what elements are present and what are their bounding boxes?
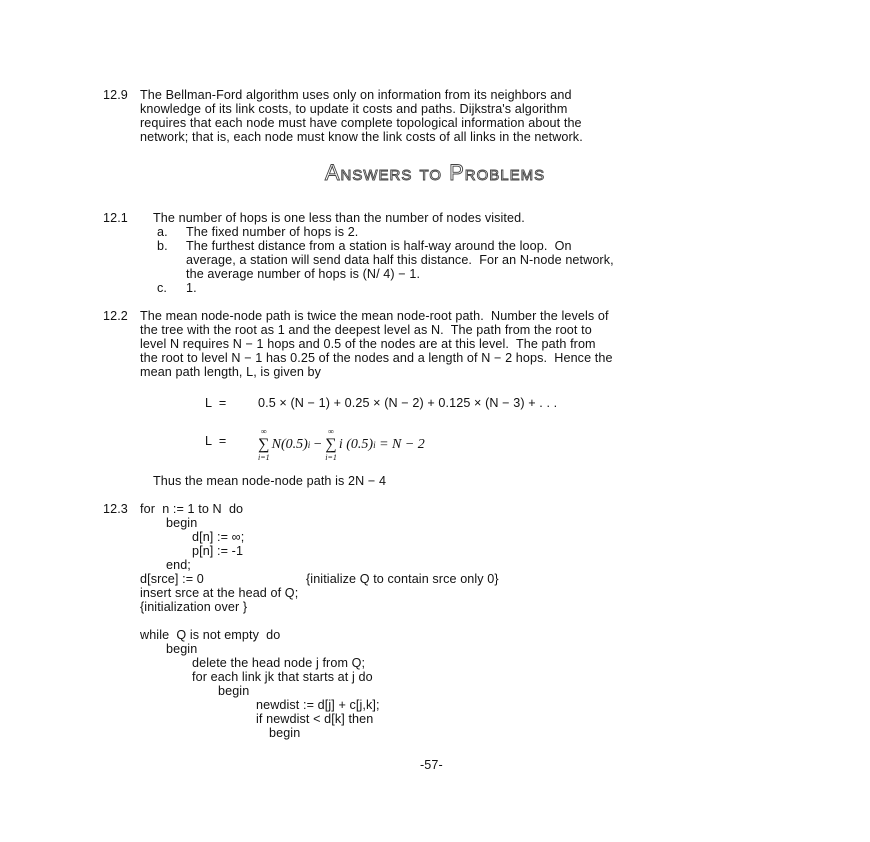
text-line: The mean node-node path is twice the mean node-root path. Number the levels of <box>140 309 609 323</box>
code-comment: {initialize Q to contain srce only 0} <box>306 572 499 586</box>
text-line: the root to level N − 1 has 0.25 of the nodes and a length of N − 2 hops. Hence the <box>140 351 613 365</box>
code-line: while Q is not empty do <box>140 628 281 642</box>
code-line: for each link jk that starts at j do <box>192 670 373 684</box>
text-line: mean path length, L, is given by <box>140 365 322 379</box>
code-line: d[n] := ∞; <box>192 530 245 544</box>
code-line: begin <box>218 684 250 698</box>
text-line: level N requires N − 1 hops and 0.5 of the nodes are at this level. The path from <box>140 337 596 351</box>
section-title: Answers to Problems <box>324 160 546 185</box>
text-line: network; that is, each node must know the link costs of all links in the network. <box>140 130 583 144</box>
lower-limit: i=1 <box>325 453 337 462</box>
code-line: begin <box>166 516 198 530</box>
text-line: 1. <box>186 281 197 295</box>
equation-rhs: 0.5 × (N − 1) + 0.25 × (N − 2) + 0.125 × (N − 3) + . . . <box>258 396 558 410</box>
code-line: begin <box>269 726 301 740</box>
upper-limit: ∞ <box>260 427 267 436</box>
sub-label: c. <box>157 281 167 295</box>
text-line: the tree with the root as 1 and the deepest level as N. The path from the root to <box>140 323 592 337</box>
summation-sign <box>258 427 270 463</box>
text-line: average, a station will send data half this distance. For an N-node network, <box>186 253 614 267</box>
text-line: The fixed number of hops is 2. <box>186 225 359 239</box>
lower-limit: i=1 <box>258 453 270 462</box>
code-line: d[srce] := 0 <box>140 572 204 586</box>
exponent: i <box>373 440 376 450</box>
sigma-symbol: ∑ <box>325 436 337 453</box>
code-comment: {initialization over } <box>140 600 248 614</box>
code-line: for n := 1 to N do <box>140 502 244 516</box>
equation-lhs: L = <box>205 434 227 448</box>
code-line: end; <box>166 558 191 572</box>
summation-equation <box>258 425 425 465</box>
item-number: 12.2 <box>103 309 128 323</box>
operator: − <box>310 437 326 452</box>
code-line: newdist := d[j] + c[j,k]; <box>256 698 380 712</box>
item-number: 12.3 <box>103 502 128 516</box>
text-line: the average number of hops is (N/ 4) − 1. <box>186 267 421 281</box>
result: = N − 2 <box>375 437 425 452</box>
code-line: delete the head node j from Q; <box>192 656 366 670</box>
item-number: 12.1 <box>103 211 128 225</box>
code-line: p[n] := -1 <box>192 544 244 558</box>
text-line: The furthest distance from a station is half-way around the loop. On <box>186 239 572 253</box>
term: N(0.5) <box>271 437 308 452</box>
code-line: begin <box>166 642 198 656</box>
sub-label: b. <box>157 239 168 253</box>
term: i (0.5) <box>338 437 374 452</box>
text-line: The number of hops is one less than the number of nodes visited. <box>153 211 525 225</box>
exponent: i <box>307 440 311 450</box>
upper-limit: ∞ <box>328 427 334 436</box>
summation-sign <box>325 427 337 463</box>
equation-lhs: L = <box>205 396 227 410</box>
text-line: requires that each node must have complete topological information about the <box>140 116 582 130</box>
code-line: insert srce at the head of Q; <box>140 586 299 600</box>
page-number: -57- <box>420 758 443 772</box>
text-line: Thus the mean node-node path is 2N − 4 <box>153 474 387 488</box>
text-line: knowledge of its link costs, to update it costs and paths. Dijkstra's algorithm <box>140 102 568 116</box>
sigma-symbol: ∑ <box>258 436 270 453</box>
sub-label: a. <box>157 225 168 239</box>
item-number: 12.9 <box>103 88 128 102</box>
code-line: if newdist < d[k] then <box>256 712 374 726</box>
text-line: The Bellman-Ford algorithm uses only on information from its neighbors and <box>140 88 572 102</box>
